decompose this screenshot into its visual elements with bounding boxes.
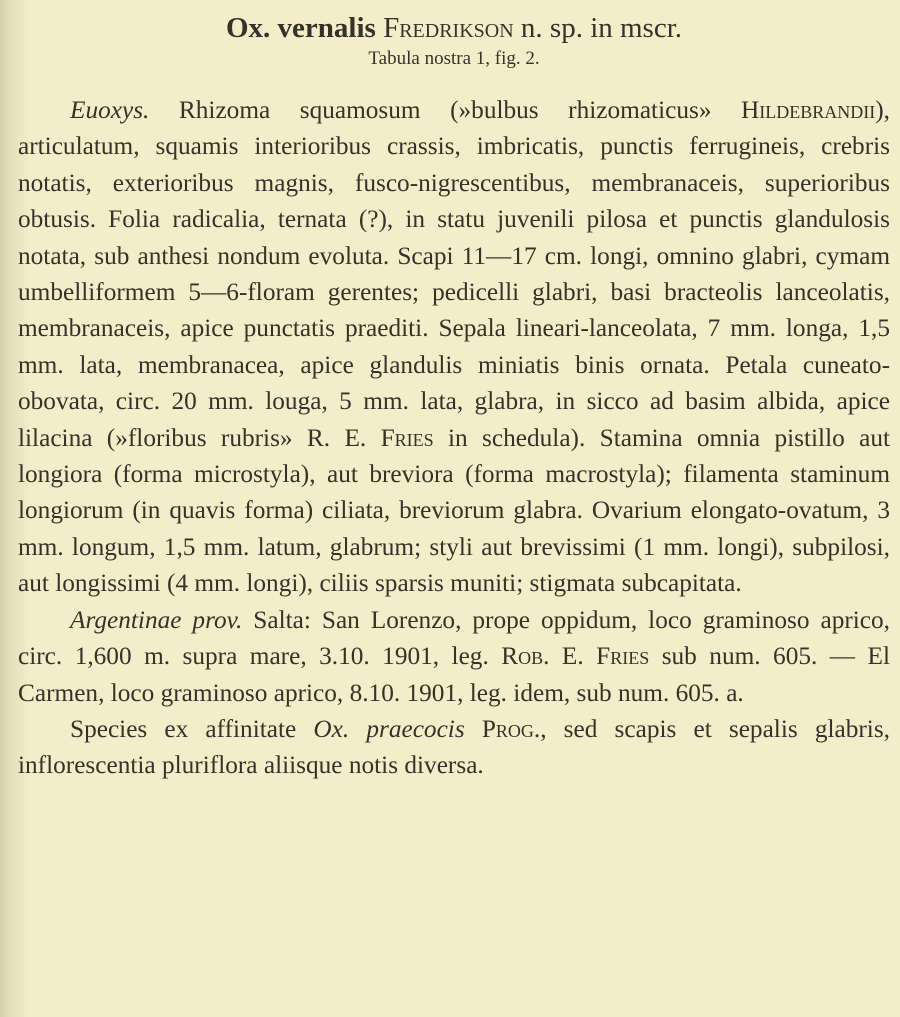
locality-paragraph	[18, 602, 890, 711]
document-page	[18, 0, 890, 784]
text-run: in schedula). Stamina omnia pistillo aut longiora (forma microstyla), aut breviora (forma macrostyla); filamenta staminum longiorum (in quavis forma) ciliata, breviorum glabra. Ovarium elongato-ovatum, 3 mm. longum, 1,5 mm. latum, glabrum; styli aut brevissimi (1 mm. longi), subpilosi, aut longissimi (4 mm. longi), ciliis sparsis muniti; stigmata subcapitata.	[18, 423, 890, 598]
text-run: sub num. 605. — El Carmen, loco graminoso aprico, 8.10. 1901, leg. idem, sub num. 605. a.	[18, 642, 891, 707]
italic-text: Argentinae prov.	[70, 605, 243, 634]
description-body	[18, 92, 890, 784]
species-title	[18, 10, 890, 46]
italic-text: Ox. praecocis	[313, 714, 465, 743]
species-status: n. sp. in mscr.	[520, 12, 683, 44]
text-run: Species ex affinitate	[70, 714, 314, 743]
author-name: Hildebrandii	[741, 96, 876, 124]
author-name: Rob. E. Fries	[501, 642, 650, 671]
text-run: Salta: San Lorenzo, prope oppidum, loco graminoso aprico, circ. 1,600 m. supra mare, 3.10. 1901, leg.	[18, 605, 891, 671]
species-name: Ox. vernalis	[225, 12, 376, 44]
species-author: Fredrikson	[383, 12, 514, 44]
text-run: , sed scapis et sepalis glabris, inflorescentia pluriflora aliisque notis diversa.	[18, 714, 890, 780]
author-name: Fries	[380, 423, 434, 452]
text-run: Rhizoma squamosum (»bulbus rhizomaticus»	[149, 96, 741, 124]
plate-reference: Tabula nostra 1, fig. 2.	[368, 48, 540, 69]
italic-text: Euoxys.	[70, 96, 150, 124]
description-paragraph	[18, 92, 890, 602]
text-run	[465, 715, 482, 743]
text-run: ), articulatum, squamis interioribus crassis, imbricatis, punctis ferrugineis, crebris notatis, exterioribus magnis, fusco-nigrescentibus, membranaceis, superioribus obtusis. Folia radicalia, ternata (?), in statu juvenili pilosa et punctis glandulosis notata, sub anthesi nondum evoluta. Scapi 11—17 cm. longi, omnino glabri, cymam umbelliformem 5—6-floram gerentes; pedicelli glabri, basi bracteolis lanceolatis, membranaceis, apice punctatis praediti. Sepala lineari-lanceolata, 7 mm. longa, 1,5 mm. lata, membranacea, apice glandulis miniatis binis ornata. Petala cuneato-obovata, circ. 20 mm. louga, 5 mm. lata, glabra, in sicco ad basim albida, apice lilacina (»floribus rubris» R. E.	[18, 96, 890, 452]
affinity-paragraph	[18, 711, 890, 784]
author-name: Prog.	[481, 714, 541, 743]
